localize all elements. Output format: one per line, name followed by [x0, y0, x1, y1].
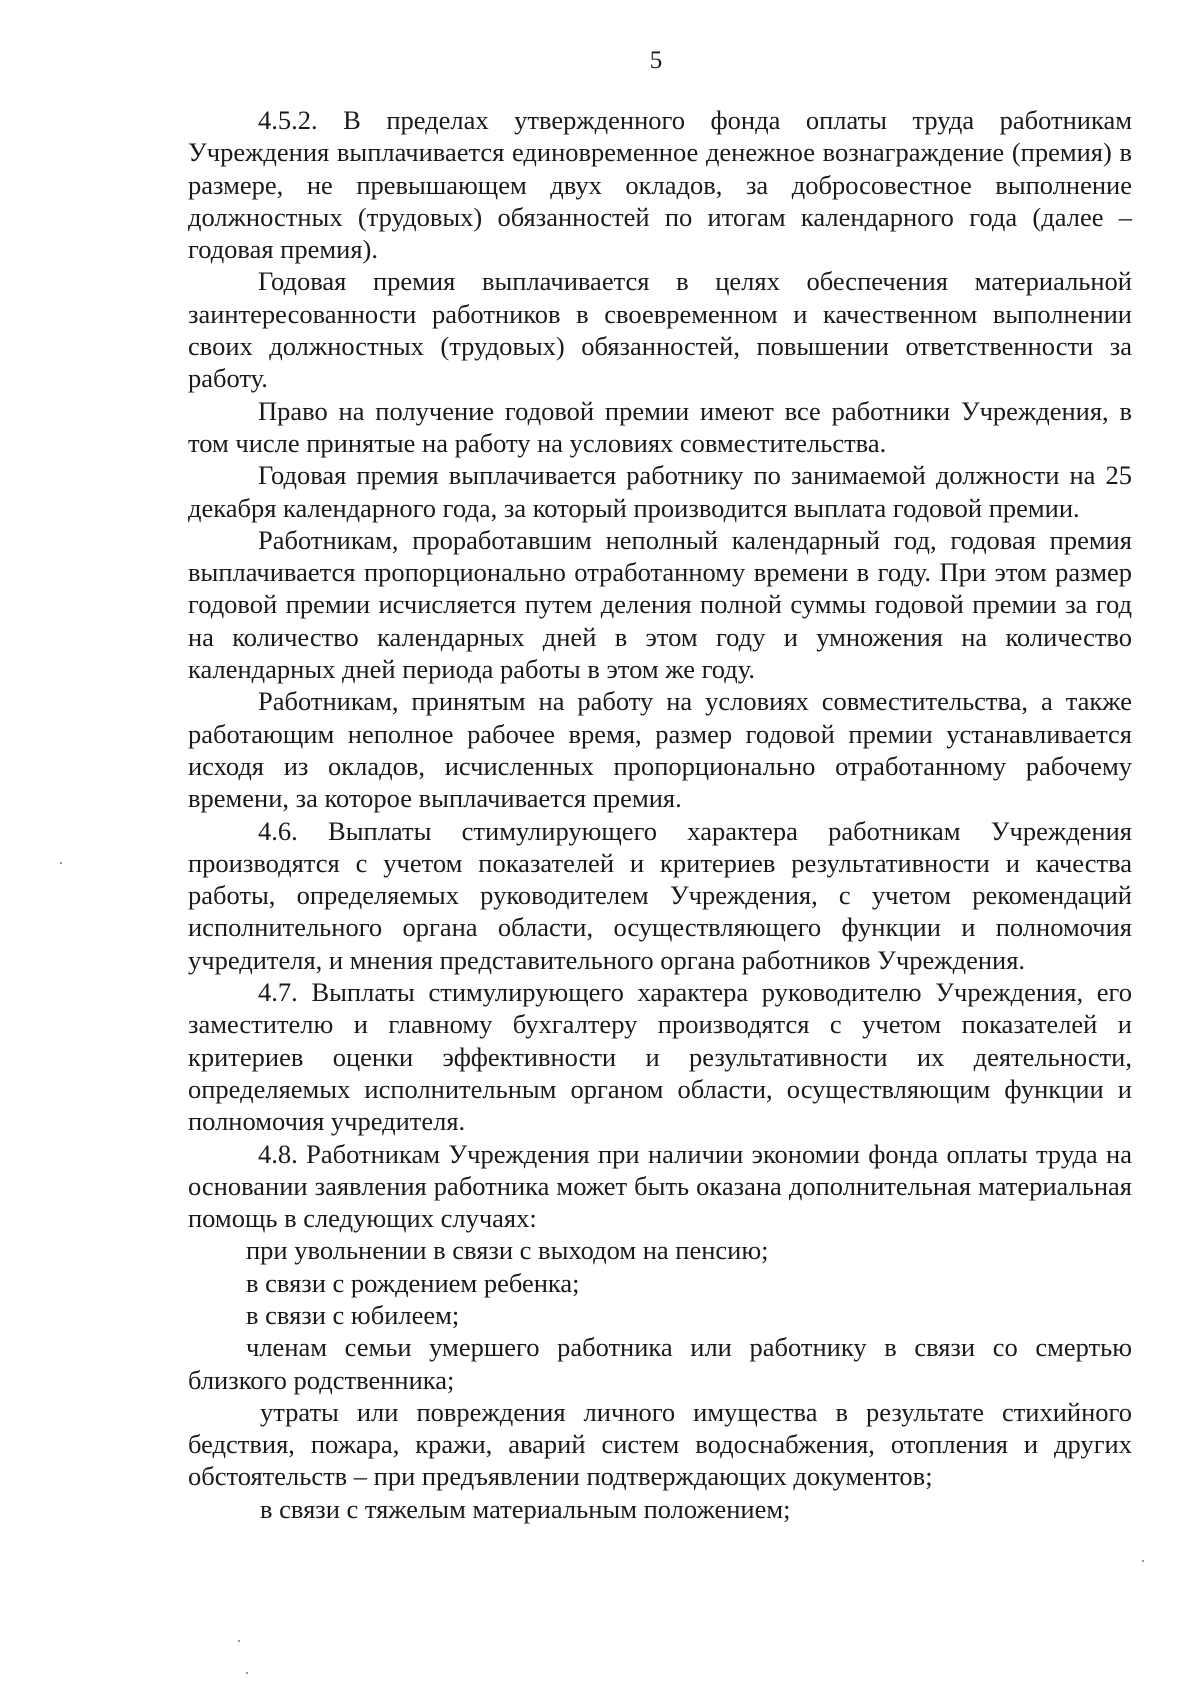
- page-number: 5: [649, 47, 663, 74]
- paragraph-4-7: 4.7. Выплаты стимулирующего характера руководителю Учреждения, его заместителю и главному бухгалтеру производятся с учетом показателей и критериев оценки эффективности и результативности их деятельности, определяемых исполнительным органом области, осуществляющим функции и полномочия учредителя.: [188, 977, 1132, 1137]
- scan-speck: [1142, 1560, 1144, 1562]
- case-anniversary: в связи с юбилеем;: [246, 1299, 460, 1330]
- paragraph-annual-bonus-purpose: Годовая премия выплачивается в целях обеспечения материальной заинтересованности работников в своевременном и качественном выполнении своих должностных (трудовых) обязанностей, повышении ответственности за работу.: [188, 266, 1132, 394]
- case-child-birth: в связи с рождением ребенка;: [246, 1267, 580, 1298]
- case-hardship: в связи с тяжелым материальным положением;: [260, 1493, 791, 1524]
- case-property-loss: утраты или повреждения личного имущества в результате стихийного бедствия, пожара, кражи, аварий систем водоснабжения, отопления и других обстоятельств – при предъявлении подтверждающих документов;: [188, 1396, 1132, 1492]
- paragraph-part-time: Работникам, принятым на работу на условиях совместительства, а также работающим неполное рабочее время, размер годовой премии устанавливается исходя из окладов, исчисленных пропорционально отработанному рабочему времени, за которое выплачивается премия.: [188, 686, 1132, 814]
- paragraph-annual-bonus-position-date: Годовая премия выплачивается работнику по занимаемой должности на 25 декабря календарного года, за который производится выплата годовой премии.: [188, 460, 1132, 523]
- paragraph-4-8: 4.8. Работникам Учреждения при наличии экономии фонда оплаты труда на основании заявления работника может быть оказана дополнительная материальная помощь в следующих случаях:: [188, 1138, 1132, 1234]
- scan-speck: [246, 1672, 248, 1674]
- paragraph-4-6: 4.6. Выплаты стимулирующего характера работникам Учреждения производятся с учетом показателей и критериев результативности и качества работы, определяемых руководителем Учреждения, с учетом рекомендаций исполнительного органа области, осуществляющего функции и полномочия учредителя, и мнения представительного органа работников Учреждения.: [188, 815, 1132, 975]
- case-bereavement: членам семьи умершего работника или работнику в связи со смертью близкого родственника;: [188, 1332, 1132, 1395]
- paragraph-annual-bonus-eligibility: Право на получение годовой премии имеют все работники Учреждения, в том числе принятые на работу на условиях совместительства.: [188, 395, 1132, 458]
- case-retirement: при увольнении в связи с выходом на пенсию;: [246, 1235, 769, 1266]
- paragraph-partial-year: Работникам, проработавшим неполный календарный год, годовая премия выплачивается пропорционально отработанному времени в году. При этом размер годовой премии исчисляется путем деления полной суммы годовой премии за год на количество календарных дней в этом году и умножения на количество календарных дней периода работы в этом же году.: [188, 524, 1132, 685]
- paragraph-4-5-2: 4.5.2. В пределах утвержденного фонда оплаты труда работникам Учреждения выплачивается единовременное денежное вознаграждение (премия) в размере, не превышающем двух окладов, за добросовестное выполнение должностных (трудовых) обязанностей по итогам календарного года (далее – годовая премия).: [188, 105, 1132, 265]
- document-body: [188, 104, 1132, 1525]
- scan-speck: [60, 862, 62, 864]
- scan-speck: [238, 1640, 240, 1642]
